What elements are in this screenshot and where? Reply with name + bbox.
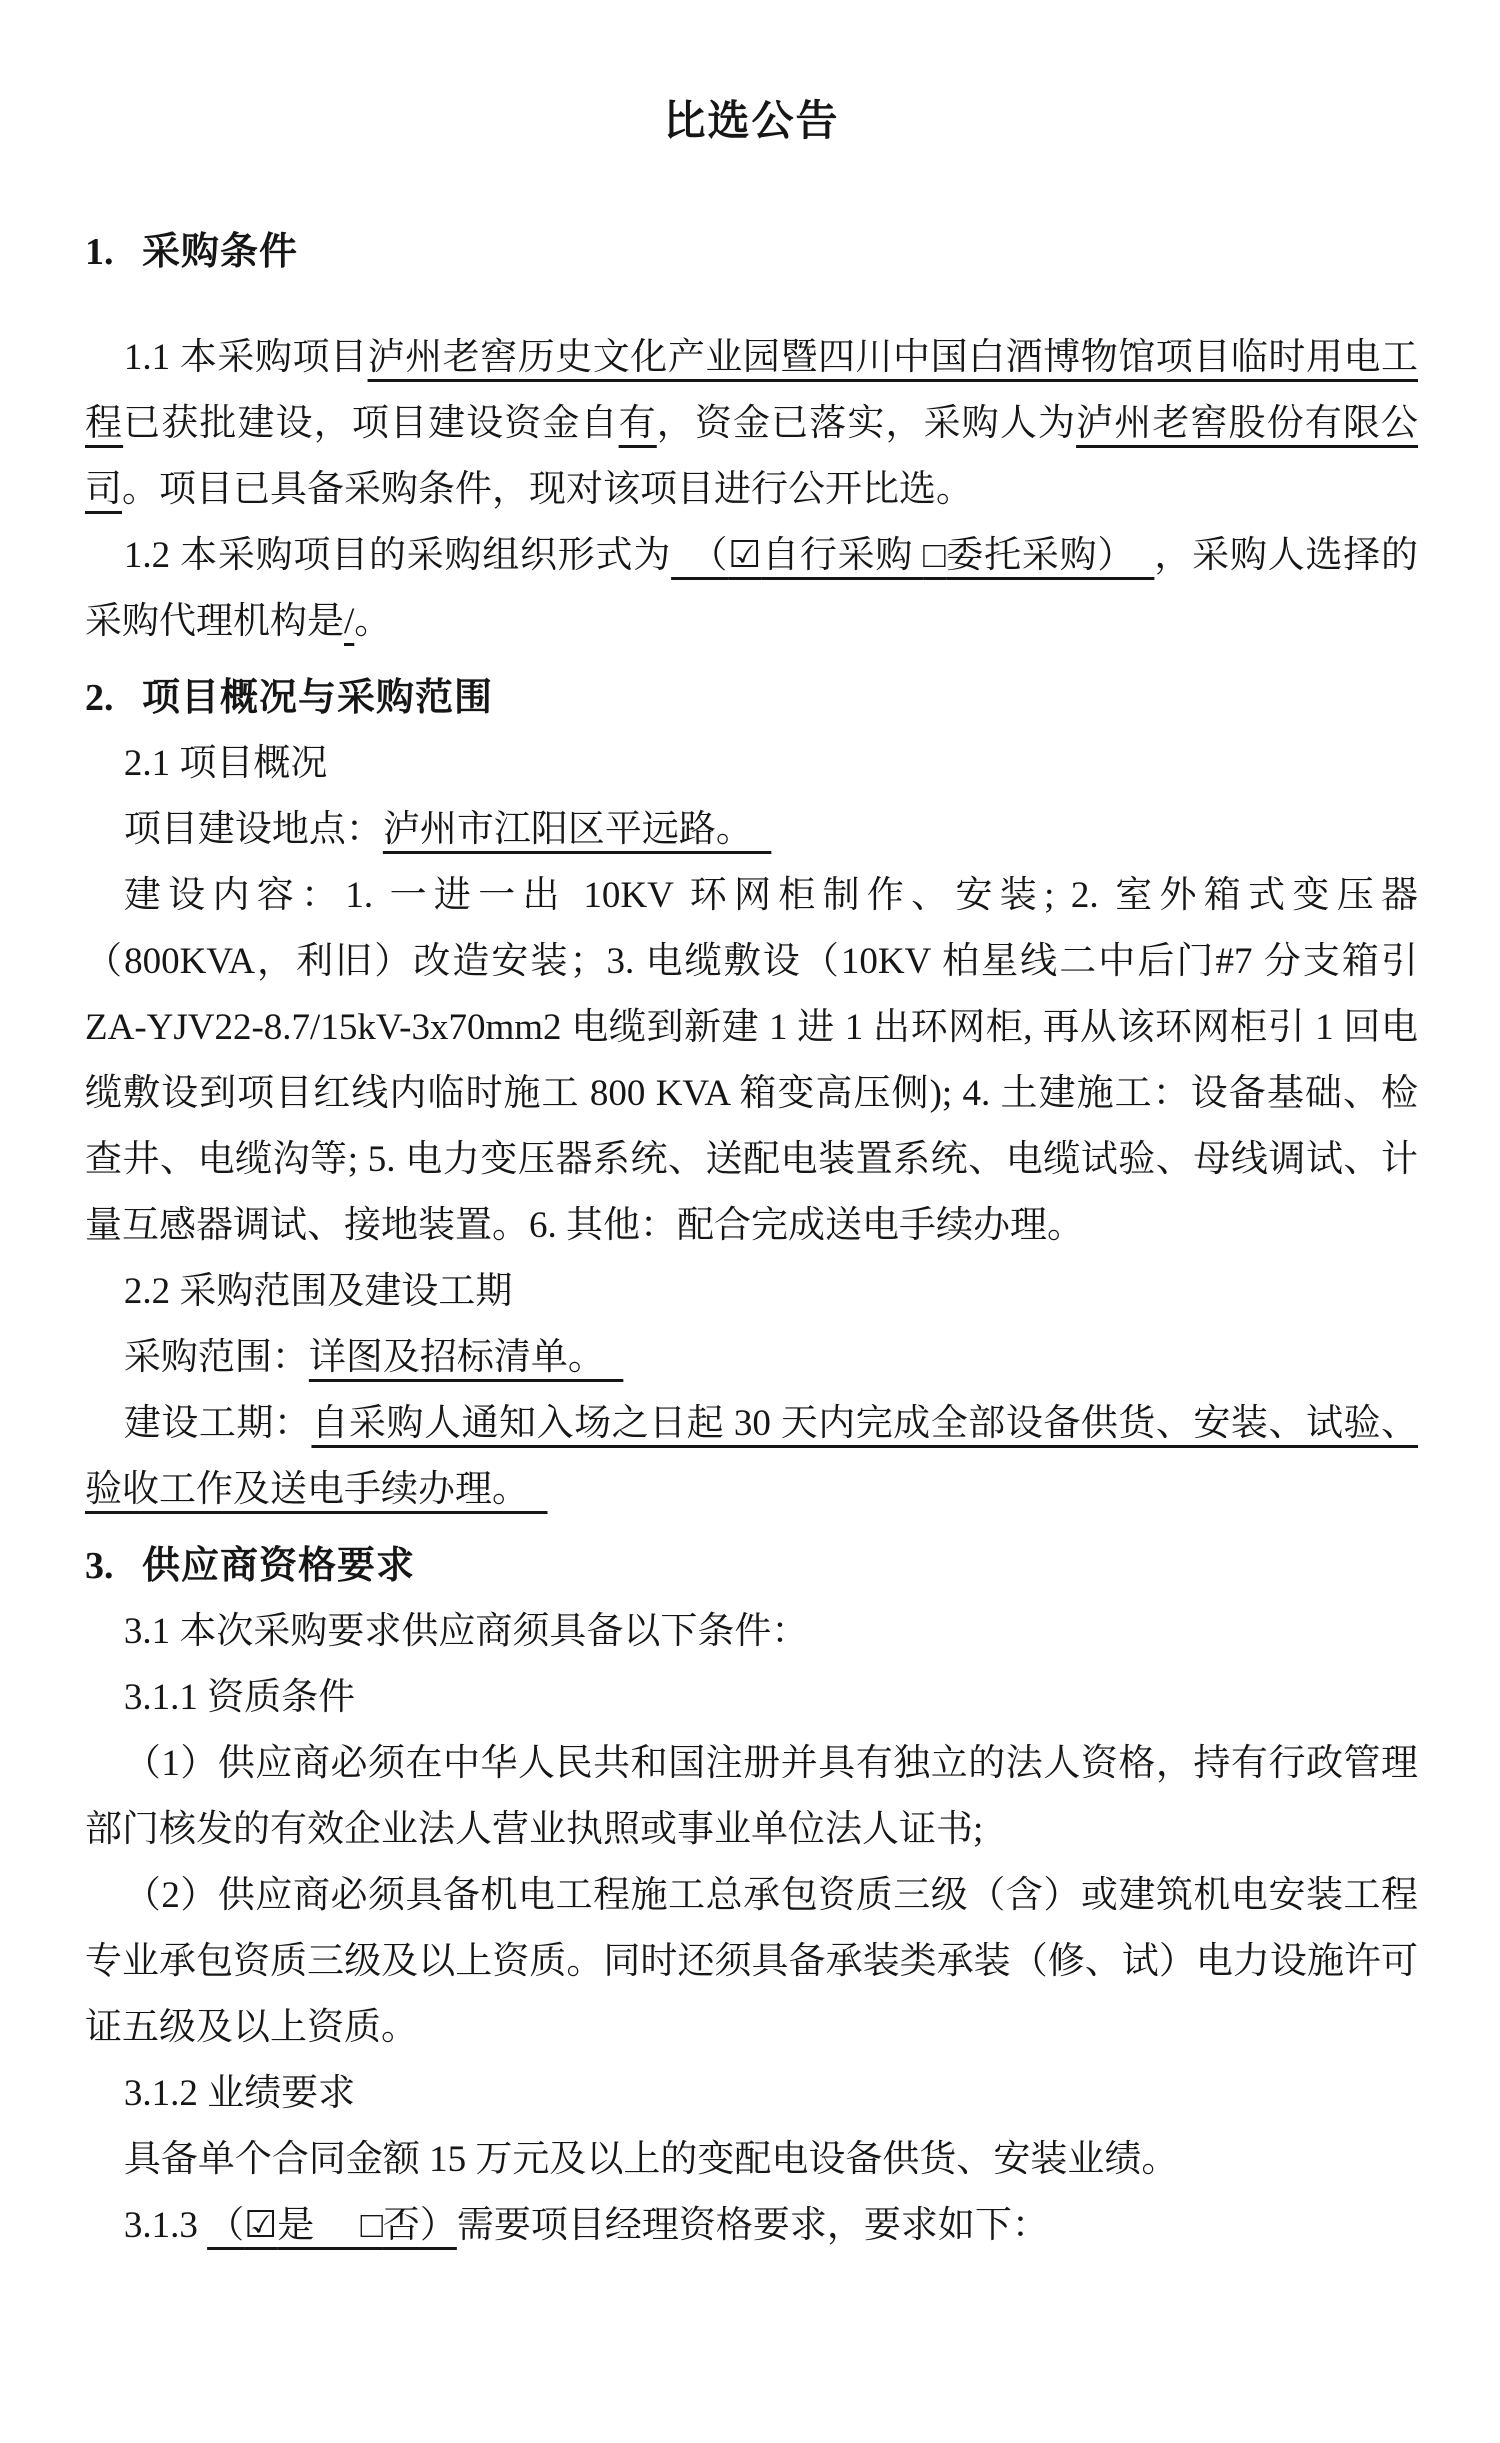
text-run: 3.1 本次采购要求供应商须具备以下条件： bbox=[123, 1611, 809, 1652]
paragraph bbox=[85, 1665, 1418, 1731]
text-run: （1）供应商必须在中华人民共和国注册并具有独立的法人资格，持有行政管理部门核发的有效企业法人营业执照或事业单位法人证书; bbox=[85, 1743, 1418, 1850]
underlined-text: 泸州老窖历史文化产业园暨四川中国白酒博物馆项目临时用电工程 bbox=[85, 337, 1419, 444]
text-run: （2）供应商必须具备机电工程施工总承包资质三级（含）或建筑机电安装工程专业承包资质三级及以上资质。同时还须具备承装类承装（修、试）电力设施许可证五级及以上资质。 bbox=[85, 1875, 1418, 2048]
paragraph bbox=[85, 1863, 1418, 2061]
paragraph bbox=[85, 797, 1418, 863]
paragraph bbox=[85, 863, 1418, 1259]
underlined-text: 否） bbox=[382, 2205, 457, 2246]
paragraph bbox=[85, 2127, 1418, 2193]
text-run: 具备单个合同金额 15 万元及以上的变配电设备供货、安装业绩。 bbox=[123, 2139, 1179, 2180]
document-body bbox=[85, 219, 1418, 2259]
underlined-text: 是 bbox=[277, 2205, 361, 2246]
paragraph bbox=[85, 731, 1418, 797]
text-run: 。项目已具备采购条件，现对该项目进行公开比选。 bbox=[122, 469, 973, 510]
underlined-text: 自采购人通知入场之日起 30 天内完成全部设备供货、安装、试验、验收工作及送电手续办理。 bbox=[85, 1403, 1419, 1510]
text-run: 1.2 本采购项目的采购组织形式为 bbox=[123, 535, 672, 576]
text-run: ，资金已落实，采购人为 bbox=[656, 403, 1077, 444]
text-run: 项目建设地点： bbox=[123, 809, 383, 850]
text-run: 3.1.3 bbox=[123, 2205, 208, 2246]
checkbox-unchecked-icon: □ bbox=[923, 535, 947, 576]
underlined-text: 泸州市江阳区平远路。 bbox=[382, 809, 772, 850]
text-run: 3.1.1 资质条件 bbox=[123, 1677, 356, 1718]
paragraph bbox=[85, 2193, 1418, 2259]
text-run: 。 bbox=[354, 601, 392, 642]
paragraph bbox=[85, 523, 1418, 655]
underlined-text: （ bbox=[207, 2205, 245, 2246]
text-run: 需要项目经理资格要求，要求如下： bbox=[456, 2205, 1049, 2246]
text-run: 采购范围： bbox=[123, 1337, 309, 1378]
document-title: 比选公告 bbox=[663, 99, 840, 145]
underlined-text: 自行采购 bbox=[761, 535, 924, 576]
section-number: 2. bbox=[85, 677, 114, 719]
section-heading-text: 项目概况与采购范围 bbox=[142, 677, 494, 719]
text-run: ，采购人选择的采购代理机构是 bbox=[85, 535, 1419, 642]
section-heading-text: 供应商资格要求 bbox=[142, 1545, 416, 1587]
section-number: 1. bbox=[85, 231, 114, 273]
section-heading bbox=[85, 1533, 1418, 1599]
text-run: 3.1.2 业绩要求 bbox=[123, 2073, 356, 2114]
paragraph bbox=[85, 1599, 1418, 1665]
text-run: 建设内容：1. 一进一出 10KV 环网柜制作、安装; 2. 室外箱式变压器（800KVA，利旧）改造安装；3. 电缆敷设（10KV 柏星线二中后门#7 分支箱引 ZA-YJV22-8.7/15kV-3x70mm2 电缆到新建 1 进 1 出环网柜, 再从该环网柜引 1 回电缆敷设到项目红线内临时施工 800 KVA 箱变高压侧); 4. 土建施工：设备基础、检查井、电缆沟等; 5. 电力变压器系统、送配电装置系统、电缆试验、母线调试、计量互感器调试、接地装置。6. 其他：配合完成送电手续办理。 bbox=[85, 875, 1418, 1246]
section-number: 3. bbox=[85, 1545, 114, 1587]
underlined-text: （ bbox=[671, 535, 729, 576]
paragraph bbox=[85, 1391, 1418, 1523]
text-run: 建设工期： bbox=[123, 1403, 312, 1444]
section-heading bbox=[85, 665, 1418, 731]
underlined-text: / bbox=[344, 601, 355, 642]
text-run: 已获批建设，项目建设资金自 bbox=[123, 403, 619, 444]
underlined-text: 委托采购） bbox=[946, 535, 1155, 576]
text-run: 1.1 本采购项目 bbox=[123, 337, 368, 378]
section-heading-text: 采购条件 bbox=[142, 231, 299, 273]
underlined-text: 泸州老窖股份有限公司 bbox=[85, 403, 1419, 510]
underlined-text: 详图及招标清单。 bbox=[308, 1337, 624, 1378]
checkbox-checked-icon: ☑ bbox=[728, 535, 762, 576]
paragraph bbox=[85, 325, 1418, 523]
text-run: 2.2 采购范围及建设工期 bbox=[123, 1271, 513, 1312]
section-heading bbox=[85, 219, 1418, 285]
checkbox-checked-icon: ☑ bbox=[244, 2205, 278, 2246]
paragraph bbox=[85, 1731, 1418, 1863]
paragraph bbox=[85, 1325, 1418, 1391]
checkbox-unchecked-icon: □ bbox=[360, 2205, 383, 2246]
paragraph bbox=[85, 1259, 1418, 1325]
paragraph bbox=[85, 2061, 1418, 2127]
underlined-text: 有 bbox=[618, 403, 657, 444]
text-run: 2.1 项目概况 bbox=[123, 743, 328, 784]
